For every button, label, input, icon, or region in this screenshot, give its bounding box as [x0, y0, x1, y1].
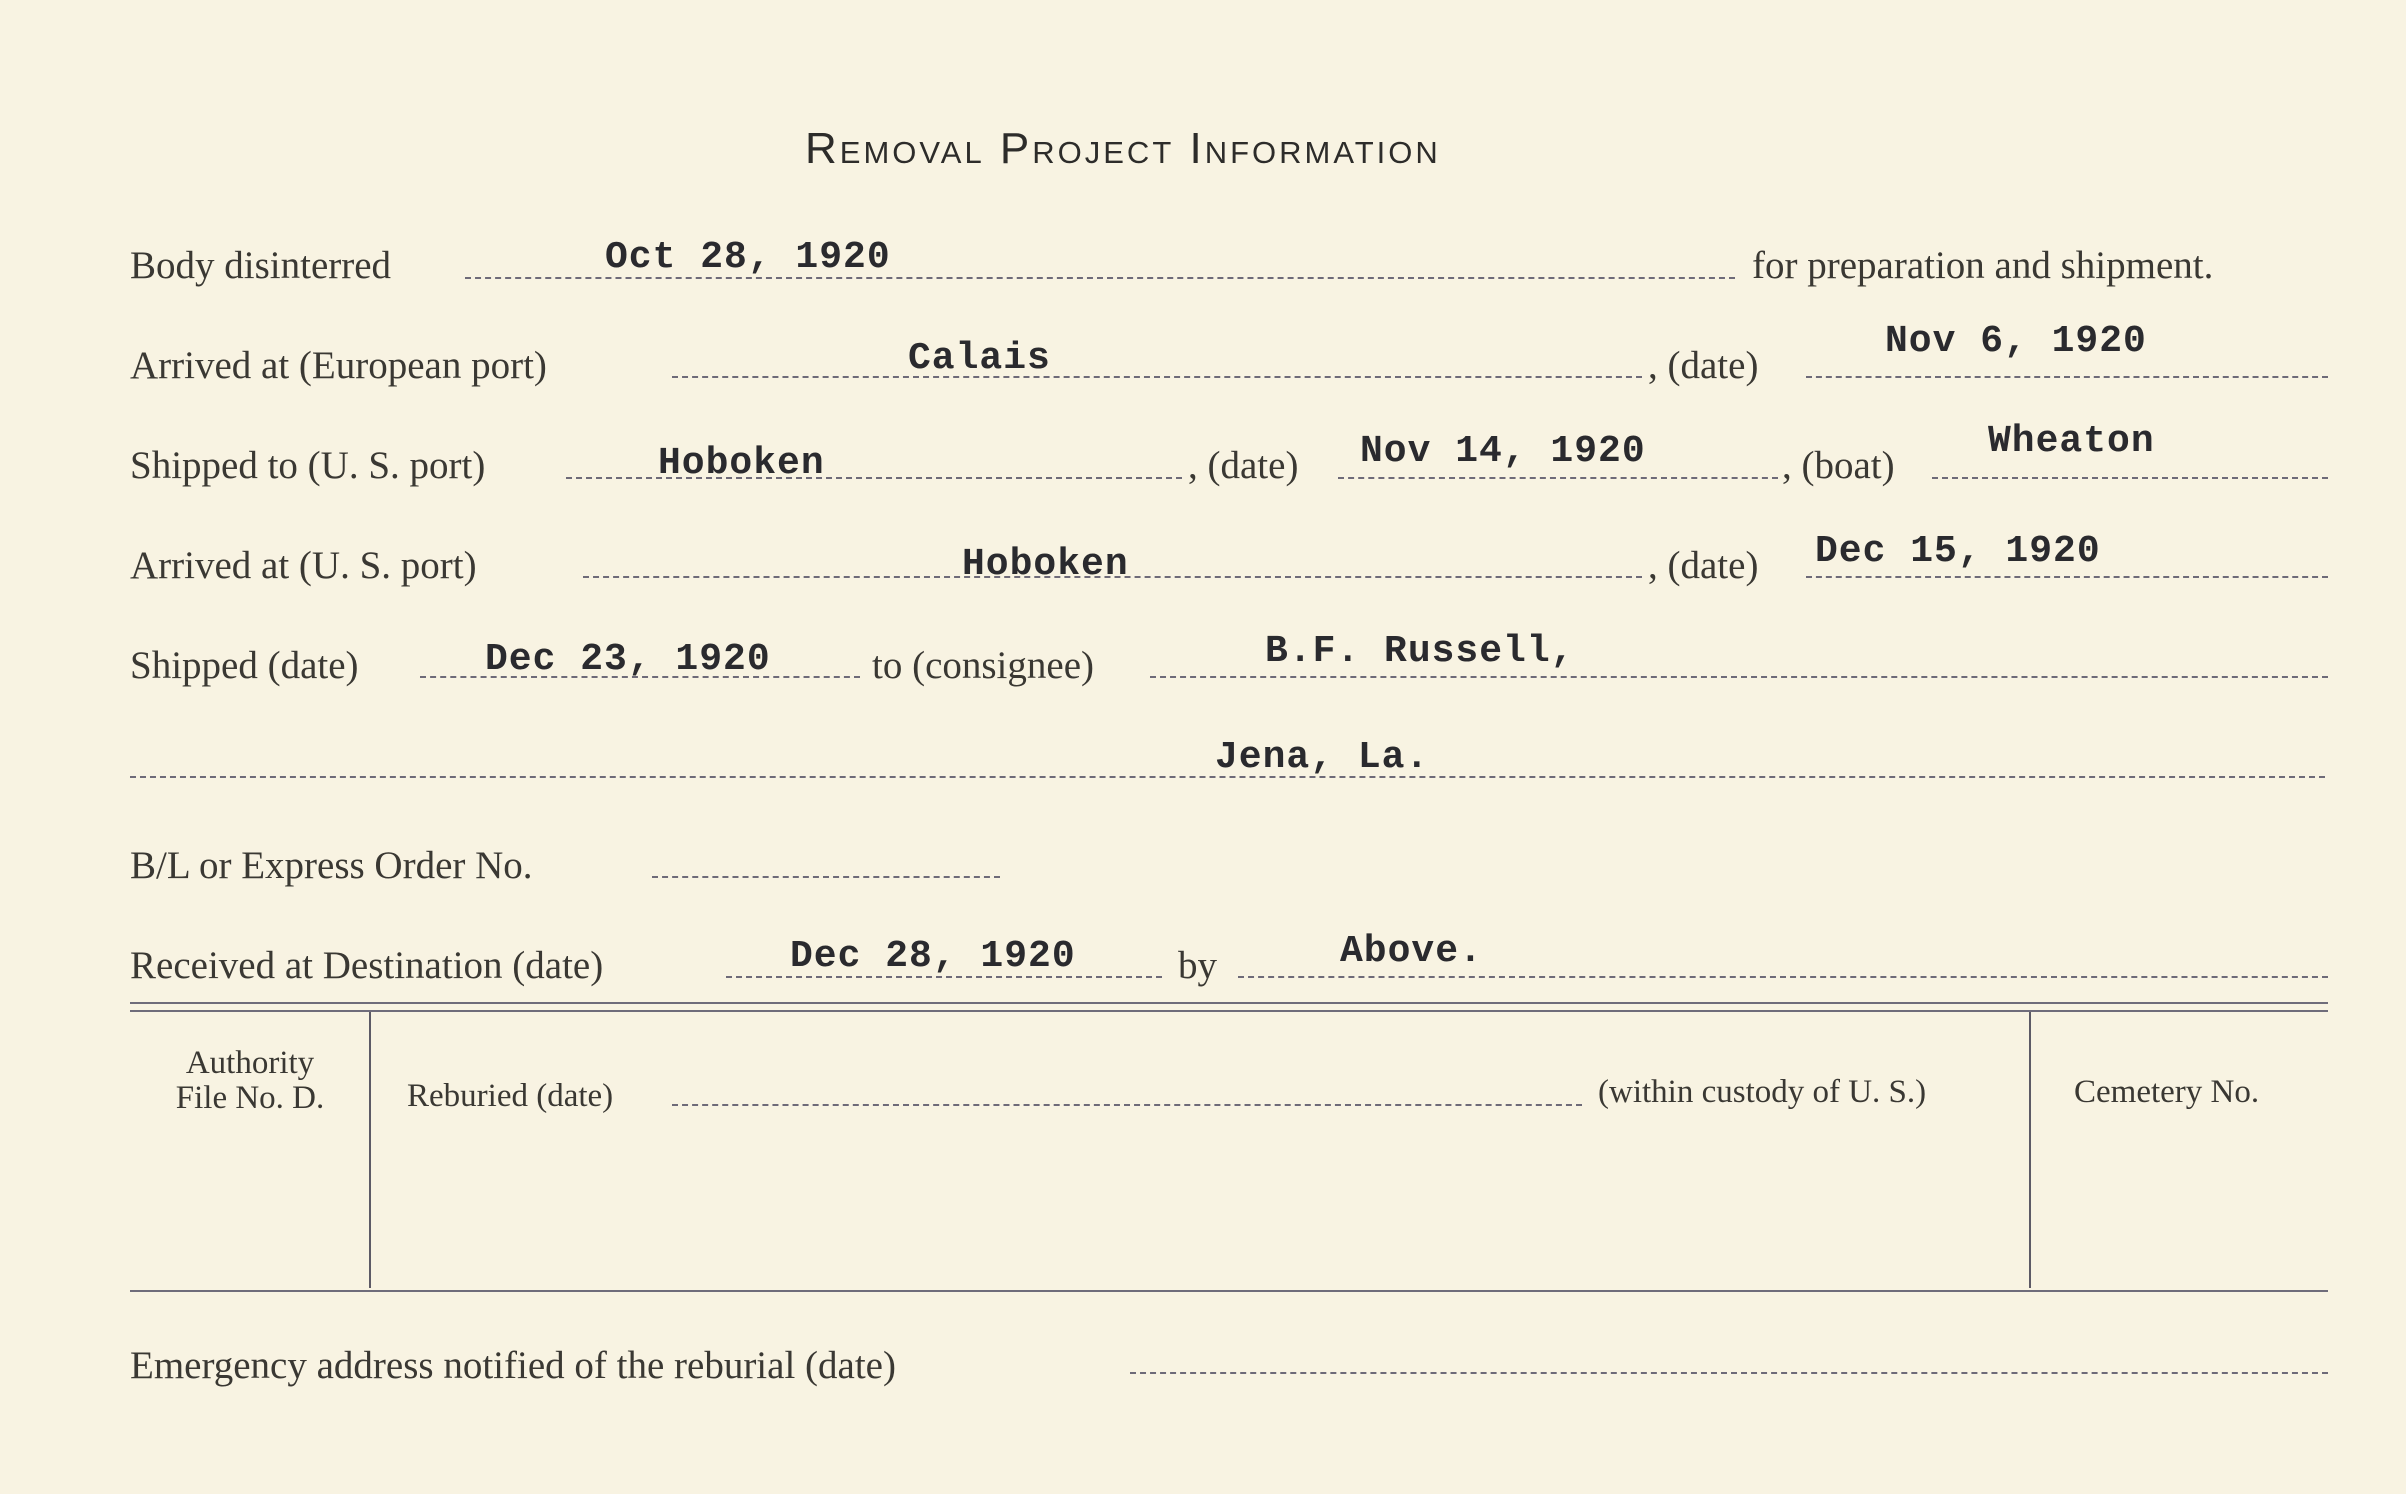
disinterred-label: Body disinterred — [130, 244, 392, 287]
consignee-label: to (consignee) — [872, 644, 1095, 687]
authority-label-1: Authority — [185, 1045, 315, 1081]
consignee-line — [1150, 676, 2328, 678]
shipped-to-value[interactable]: Hoboken — [658, 442, 825, 485]
shipped-to-date[interactable]: Nov 14, 1920 — [1360, 430, 1646, 473]
emergency-label: Emergency address notified of the reburial (date) — [130, 1344, 896, 1387]
shipped-to-date-line — [1338, 477, 1778, 479]
shipped-to-boat-label: , (boat) — [1782, 444, 1895, 487]
arrived-us-date[interactable]: Dec 15, 1920 — [1815, 530, 2101, 573]
shipped-to-boat[interactable]: Wheaton — [1988, 420, 2155, 463]
cemetery-label: Cemetery No. — [2074, 1074, 2260, 1110]
shipped-to-date-label: , (date) — [1188, 444, 1299, 487]
disinterred-value[interactable]: Oct 28, 1920 — [605, 236, 891, 279]
reburied-line[interactable] — [672, 1104, 1582, 1106]
received-by-value[interactable]: Above. — [1340, 930, 1483, 973]
received-value[interactable]: Dec 28, 1920 — [790, 935, 1076, 978]
european-port-label: Arrived at (European port) — [130, 344, 547, 387]
shipped-label: Shipped (date) — [130, 644, 359, 687]
emergency-line[interactable] — [1130, 1372, 2328, 1374]
shipped-to-boat-line — [1932, 477, 2328, 479]
european-port-date-line — [1806, 376, 2328, 378]
consignee-address[interactable]: Jena, La. — [1215, 736, 1430, 779]
received-by-label: by — [1178, 944, 1217, 987]
bl-label: B/L or Express Order No. — [130, 844, 533, 887]
received-by-line — [1238, 976, 2328, 978]
reburied-label: Reburied (date) — [407, 1078, 614, 1114]
received-label: Received at Destination (date) — [130, 944, 604, 987]
table-top-rule-2 — [130, 1010, 2328, 1012]
table-divider-right — [2029, 1012, 2031, 1288]
custody-label: (within custody of U. S.) — [1598, 1074, 1927, 1110]
european-port-date-label: , (date) — [1648, 344, 1759, 387]
bl-line[interactable] — [652, 876, 1000, 878]
european-port-value[interactable]: Calais — [908, 337, 1051, 380]
table-top-rule — [130, 1002, 2328, 1004]
arrived-us-date-line — [1806, 576, 2328, 578]
table-bottom-rule — [130, 1290, 2328, 1292]
consignee-value[interactable]: B.F. Russell, — [1265, 630, 1575, 673]
arrived-us-value[interactable]: Hoboken — [962, 543, 1129, 586]
european-port-date[interactable]: Nov 6, 1920 — [1885, 320, 2147, 363]
shipped-value[interactable]: Dec 23, 1920 — [485, 638, 771, 681]
card-title: Removal Project Information — [805, 124, 1441, 173]
arrived-us-date-label: , (date) — [1648, 544, 1759, 587]
shipped-to-label: Shipped to (U. S. port) — [130, 444, 486, 487]
european-port-line — [672, 376, 1642, 378]
disinterred-suffix: for preparation and shipment. — [1752, 244, 2214, 287]
authority-label-2: File No. D. — [175, 1080, 325, 1116]
arrived-us-label: Arrived at (U. S. port) — [130, 544, 477, 587]
table-divider-left — [369, 1012, 371, 1288]
